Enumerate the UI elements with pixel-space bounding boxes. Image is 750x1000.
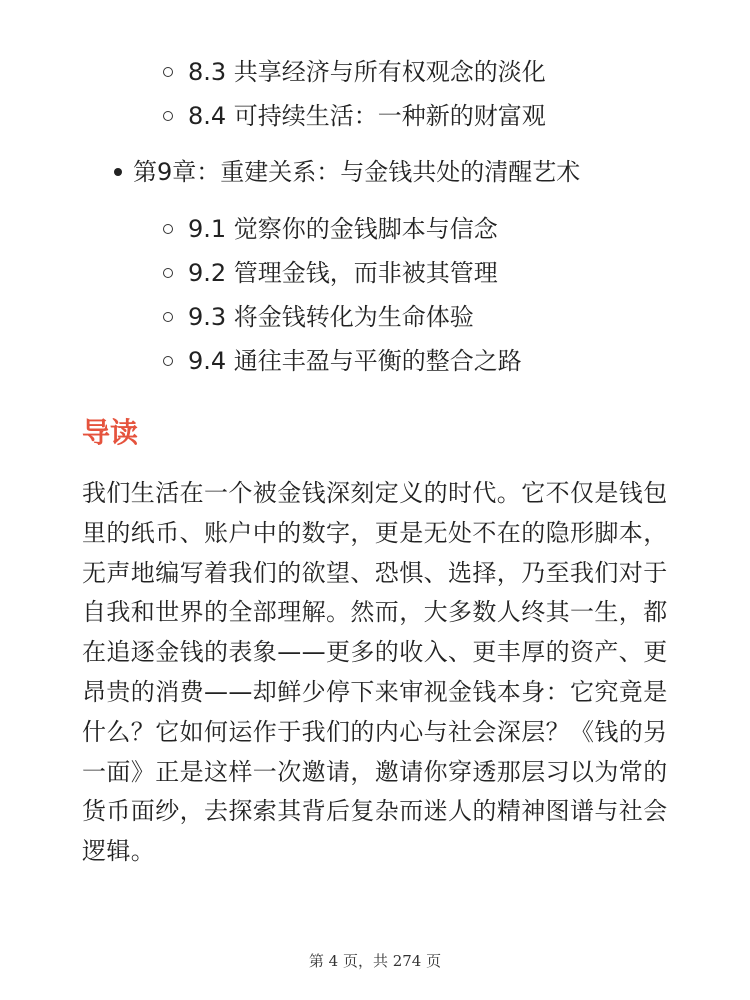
hollow-bullet-icon (163, 111, 173, 121)
section-heading: 导读 (82, 416, 139, 449)
toc-item-label: 9.3 将金钱转化为生命体验 (188, 303, 474, 331)
toc-item-label: 9.1 觉察你的金钱脚本与信念 (188, 215, 498, 243)
toc-item-label: 8.4 可持续生活：一种新的财富观 (188, 102, 546, 130)
hollow-bullet-icon (163, 67, 173, 77)
hollow-bullet-icon (163, 224, 173, 234)
hollow-bullet-icon (163, 356, 173, 366)
hollow-bullet-icon (163, 312, 173, 322)
page-number: 第 4 页，共 274 页 (308, 952, 442, 970)
toc-item-label: 8.3 共享经济与所有权观念的淡化 (188, 58, 546, 86)
intro-paragraph: 我们生活在一个被金钱深刻定义的时代。它不仅是钱包里的纸币、账户中的数字，更是无处不在的隐形脚本，无声地编写着我们的欲望、恐惧、选择，乃至我们对于自我和世界的全部理解。然而，大多数人终其一生，都在追逐金钱的表象——更多的收入、更丰厚的资产、更昂贵的消费——却鲜少停下来审视金钱本身：它究竟是什么？它如何运作于我们的内心与社会深层？《钱的另一面》正是这样一次邀请，邀请你穿透那层习以为常的货币面纱，去探索其背后复杂而迷人的精神图谱与社会逻辑。 (82, 479, 668, 866)
toc-item-label: 9.2 管理金钱，而非被其管理 (188, 259, 498, 287)
toc-item-label: 9.4 通往丰盈与平衡的整合之路 (188, 347, 522, 375)
hollow-bullet-icon (163, 268, 173, 278)
toc-item-label: 第9章：重建关系：与金钱共处的清醒艺术 (133, 158, 581, 186)
solid-bullet-icon (114, 168, 122, 176)
